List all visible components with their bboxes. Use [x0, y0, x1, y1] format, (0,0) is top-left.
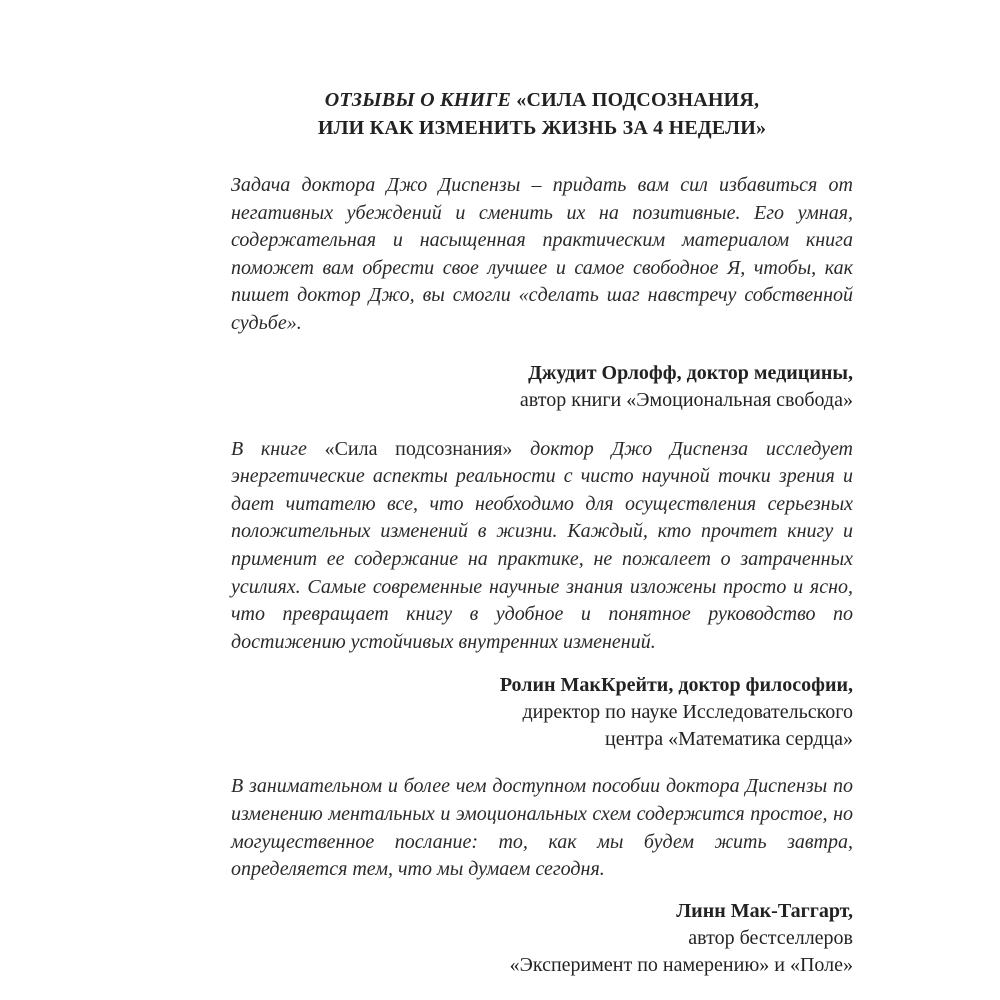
review-block-2 — [231, 436, 853, 754]
reviewer-credential: автор книги «Эмоциональная свобода» — [519, 388, 853, 411]
review-attribution — [231, 360, 853, 414]
review-text-run: В занимательном и более чем доступном пособии доктора Диспензы по изменению ментальных и эмоциональных схем содержится простое, но могущественное послание: то, как мы будем жить завтра, определяется тем, что мы думаем сегодня. — [231, 775, 853, 881]
reviewer-credential: директор по науке Исследовательского — [522, 701, 853, 724]
review-attribution — [231, 898, 853, 979]
reviewer-name: Ролин МакКрейти, доктор философии, — [499, 674, 853, 697]
page-title — [231, 86, 853, 142]
review-text — [231, 172, 853, 338]
title-book-name-part1: «СИЛА ПОДСОЗНАНИЯ, — [516, 89, 760, 111]
review-text — [231, 436, 853, 657]
review-attribution — [231, 672, 853, 753]
title-line-1 — [231, 86, 853, 114]
reviewer-credential: автор бестселлеров — [688, 926, 853, 949]
review-text-run: Задача доктора Джо Диспензы – придать вам сил избавиться от негативных убеждений и сменить их на позитивные. Его умная, содержательная и насыщенная практическим материалом книга поможет вам обрести свое лучшее и самое свободное Я, чтобы, как пишет доктор Джо, вы смогли «сделать шаг навстречу собственной судьбе». — [231, 174, 853, 334]
book-title-inline: «Сила подсознания» — [324, 437, 513, 460]
reviewer-name: Джудит Орлофф, доктор медицины, — [528, 361, 853, 384]
reviewer-credential: «Эксперимент по намерению» и «Поле» — [509, 953, 853, 976]
book-page — [231, 0, 853, 979]
review-block-3 — [231, 773, 853, 978]
title-reviews-label: ОТЗЫВЫ О КНИГЕ — [324, 89, 517, 111]
reviewer-credential: центра «Математика сердца» — [604, 728, 853, 751]
review-text — [231, 773, 853, 883]
review-text-run: доктор Джо Диспенза исследует энергетические аспекты реальности с чисто научной точки зрения и дает читателю все, что необходимо для осуществления серьезных положительных изменений в жизни. Каждый, кто прочтет книгу и применит ее содержание на практике, не пожалеет о затраченных усилиях. Самые современные научные знания изложены просто и ясно, что превращает книгу в удобное и понятное руководство по достижению устойчивых внутренних изменений. — [231, 437, 853, 653]
review-block-1 — [231, 172, 853, 414]
reviewer-name: Линн Мак-Таггарт, — [676, 899, 853, 922]
review-text-run: В книге — [231, 437, 325, 460]
title-book-name-part2: ИЛИ КАК ИЗМЕНИТЬ ЖИЗНЬ ЗА 4 НЕДЕЛИ» — [317, 117, 767, 139]
